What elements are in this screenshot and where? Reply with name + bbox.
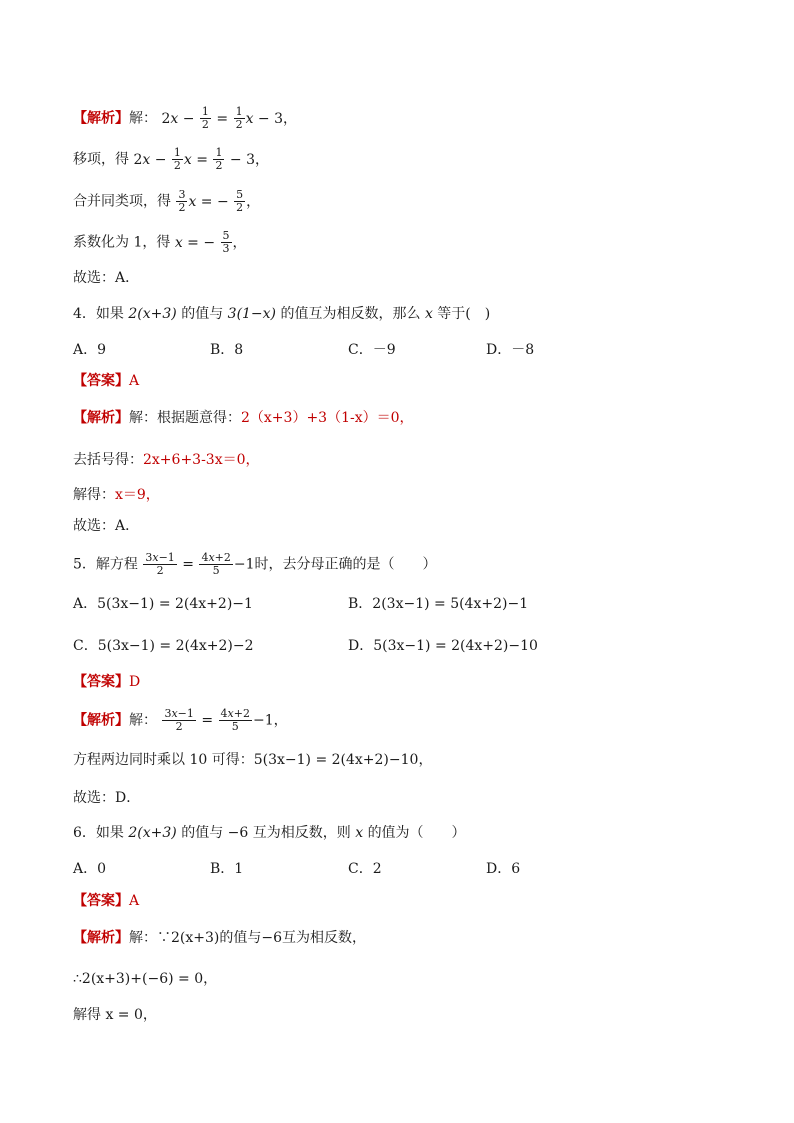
q4-step-1: 去括号得：2x+6+3-3x＝0， (73, 452, 260, 468)
move-term-label: 移项，得 (73, 151, 129, 168)
q5-choice: 故选：D． (73, 790, 141, 806)
eq-4: x = − $\frac{5}{3}$ ， (174, 229, 247, 255)
eq-1: 2x − $\frac{1}{2}$ = $\frac{1}{2}$ x − 3， (161, 105, 298, 131)
q5-analysis: 【解析】解： $\frac{3x-1}{2}$ = $\frac{4x+2}{5}$ −1， (73, 707, 288, 733)
q6-option-d: D．6 (486, 861, 521, 877)
combine-label: 合并同类项，得 (73, 193, 171, 210)
analysis-line-1 (73, 106, 297, 131)
jie-label: 解： (129, 110, 157, 127)
q5-answer: 【答案】D (73, 674, 141, 690)
q4-step-2: 解得：x＝9， (73, 487, 160, 503)
eq-2: 2x − $\frac{1}{2}$ x = $\frac{1}{2}$ − 3， (133, 146, 270, 172)
question-4-stem: 4．如果 2(x+3) 的值与 3(1−x) 的值互为相反数，那么 x 等于( ) (73, 306, 491, 322)
q5-option-d: D．5(3x−1) = 2(4x+2)−10 (348, 638, 538, 654)
analysis-line-4 (73, 230, 247, 255)
q6-step-1: ∴2(x+3)+(−6) = 0， (73, 971, 218, 987)
q6-option-c: C．2 (348, 861, 382, 877)
q4-option-c: C．－9 (348, 342, 396, 358)
q4-analysis: 【解析】解：根据题意得：2（x+3）+3（1-x）＝0， (73, 410, 414, 426)
q6-answer: 【答案】A (73, 893, 140, 909)
q6-analysis: 【解析】解：∵2(x+3)的值与−6互为相反数， (73, 930, 367, 946)
q5-option-b: B．2(3x−1) = 5(4x+2)−1 (348, 596, 529, 612)
analysis-line-2 (73, 147, 269, 172)
q5-step-1: 方程两边同时乘以 10 可得：5(3x−1) = 2(4x+2)−10， (73, 752, 433, 768)
q4-choice: 故选：A． (73, 518, 140, 534)
question-6-stem: 6．如果 2(x+3) 的值与 −6 互为相反数，则 x 的值为（ ） (73, 825, 466, 841)
question-5-stem: 5．解方程 $\frac{3x-1}{2}$ = $\frac{4x+2}{5}$ −1时，去分母正确的是（ ） (73, 551, 437, 577)
q6-option-b: B．1 (210, 861, 244, 877)
eq-3: $\frac{3}{2}$ x = − $\frac{5}{2}$ ， (178, 188, 261, 214)
q4-option-d: D．－8 (486, 342, 535, 358)
coef-label: 系数化为 1，得 (73, 234, 171, 251)
q6-step-2: 解得 x = 0， (73, 1007, 157, 1023)
q6-option-a: A．0 (73, 861, 107, 877)
analysis-line-3 (73, 189, 260, 214)
q4-option-a: A．9 (73, 342, 107, 358)
q5-option-a: A．5(3x−1) = 2(4x+2)−1 (73, 596, 253, 612)
q5-option-c: C．5(3x−1) = 2(4x+2)−2 (73, 638, 254, 654)
q4-answer: 【答案】A (73, 373, 140, 389)
choice-line-1: 故选：A． (73, 270, 140, 286)
analysis-label: 【解析】 (73, 110, 129, 127)
q4-option-b: B．8 (210, 342, 244, 358)
